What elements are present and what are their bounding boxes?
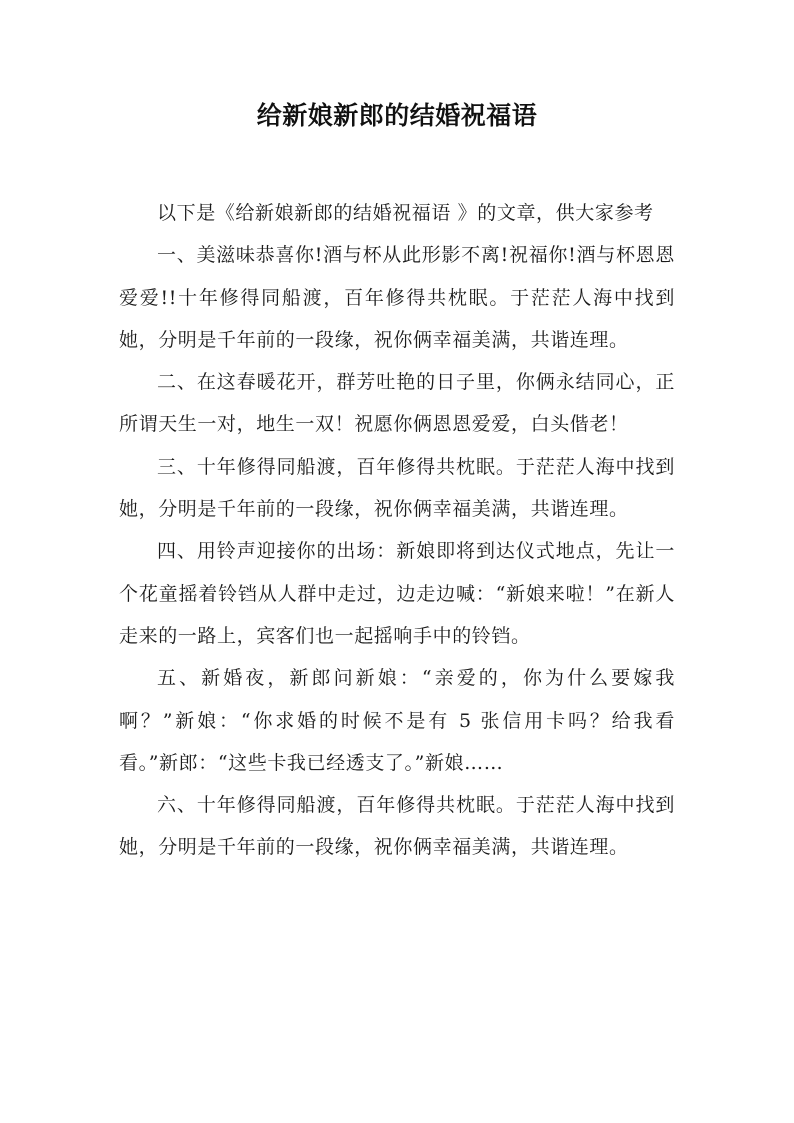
paragraph-blessing-4: 四、用铃声迎接你的出场：新娘即将到达仪式地点，先让一个花童摇着铃铛从人群中走过，边走边喊：“新娘来啦！”在新人走来的一路上，宾客们也一起摇响手中的铃铛。	[119, 540, 675, 647]
paragraph-blessing-1: 一、美滋味恭喜你!酒与杯从此形影不离!祝福你!酒与杯恩恩爱爱!!十年修得同船渡，百年修得共枕眠。于茫茫人海中找到她，分明是千年前的一段缘，祝你俩幸福美满，共谐连理。	[119, 244, 675, 351]
paragraph-blessing-5: 五、新婚夜，新郎问新娘：“亲爱的，你为什么要嫁我啊？”新娘：“你求婚的时候不是有 5 张信用卡吗？给我看看。”新郎：“这些卡我已经透支了。”新娘……	[119, 667, 675, 774]
document-body	[119, 192, 675, 869]
paragraph-intro: 以下是《给新娘新郎的结婚祝福语 》的文章，供大家参考	[157, 202, 654, 224]
paragraph-blessing-6: 六、十年修得同船渡，百年修得共枕眠。于茫茫人海中找到她，分明是千年前的一段缘，祝你俩幸福美满，共谐连理。	[119, 794, 675, 859]
document-title: 给新娘新郎的结婚祝福语	[256, 101, 538, 130]
paragraph-blessing-2: 二、在这春暖花开，群芳吐艳的日子里，你俩永结同心，正所谓天生一对，地生一双！祝愿你俩恩恩爱爱，白头偕老！	[119, 371, 675, 436]
paragraph-blessing-3: 三、十年修得同船渡，百年修得共枕眠。于茫茫人海中找到她，分明是千年前的一段缘，祝你俩幸福美满，共谐连理。	[119, 455, 675, 521]
